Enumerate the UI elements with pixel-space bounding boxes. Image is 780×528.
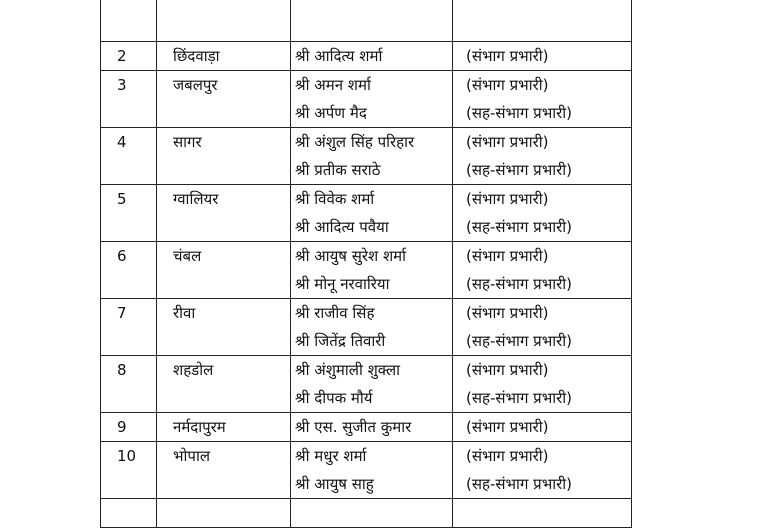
names-cell: [291, 128, 453, 185]
person-name: [295, 0, 452, 13]
serial-number-cell: 4: [101, 128, 157, 185]
roles-cell: [453, 0, 632, 42]
roles-cell: [453, 413, 632, 442]
role-label: (संभाग प्रभारी): [466, 190, 549, 208]
table-body: [101, 0, 632, 528]
person-name: [295, 499, 452, 527]
document-page: [100, 0, 631, 528]
role-label: (संभाग प्रभारी): [466, 418, 549, 436]
table-row: [101, 442, 632, 499]
roles-cell: [453, 71, 632, 128]
names-cell: [291, 442, 453, 499]
division-cell: चंबल: [157, 242, 291, 299]
roles-cell: [453, 499, 632, 528]
role-label: (सह-संभाग प्रभारी): [466, 218, 572, 236]
serial-number-cell: 6: [101, 242, 157, 299]
role-label: [466, 13, 631, 41]
person-name: श्री आयुष साहु: [295, 475, 374, 493]
person-name: श्री अर्पण मैद: [295, 104, 367, 122]
table-row: [101, 42, 632, 71]
division-cell: भोपाल: [157, 442, 291, 499]
role-label: (संभाग प्रभारी): [466, 133, 549, 151]
division-cell: छिंदवाड़ा: [157, 42, 291, 71]
person-name: श्री राजीव सिंह: [295, 304, 375, 322]
table-row: [101, 299, 632, 356]
serial-number-cell: 8: [101, 356, 157, 413]
person-name: [295, 13, 452, 41]
names-cell: [291, 242, 453, 299]
names-cell: [291, 499, 453, 528]
person-name: श्री दीपक मौर्य: [295, 389, 373, 407]
division-cell: ग्वालियर: [157, 185, 291, 242]
table-row: [101, 356, 632, 413]
table-row: [101, 71, 632, 128]
table-row: [101, 413, 632, 442]
role-label: (संभाग प्रभारी): [466, 361, 549, 379]
table-row: [101, 185, 632, 242]
role-label: [466, 499, 631, 527]
person-name: श्री जितेंद्र तिवारी: [295, 332, 386, 350]
names-cell: [291, 185, 453, 242]
names-cell: [291, 0, 453, 42]
names-cell: [291, 299, 453, 356]
role-label: (संभाग प्रभारी): [466, 247, 549, 265]
names-cell: [291, 413, 453, 442]
person-name: श्री अमन शर्मा: [295, 76, 371, 94]
role-label: (सह-संभाग प्रभारी): [466, 275, 572, 293]
roles-cell: [453, 42, 632, 71]
serial-number-cell: 9: [101, 413, 157, 442]
person-name: श्री आदित्य शर्मा: [295, 47, 383, 65]
role-label: (सह-संभाग प्रभारी): [466, 332, 572, 350]
assignment-table: [100, 0, 632, 528]
division-cell: जबलपुर: [157, 71, 291, 128]
serial-number-cell: 3: [101, 71, 157, 128]
division-cell: नर्मदापुरम: [157, 413, 291, 442]
person-name: श्री मोनू नरवारिया: [295, 275, 390, 293]
division-cell: [157, 0, 291, 42]
roles-cell: [453, 128, 632, 185]
person-name: श्री अंशुमाली शुक्ला: [295, 361, 401, 379]
serial-number-cell: [101, 499, 157, 528]
role-label: [466, 0, 631, 13]
role-label: (सह-संभाग प्रभारी): [466, 104, 572, 122]
roles-cell: [453, 242, 632, 299]
person-name: श्री अंशुल सिंह परिहार: [295, 133, 415, 151]
person-name: श्री आदित्य पवैया: [295, 218, 389, 236]
role-label: (संभाग प्रभारी): [466, 76, 549, 94]
serial-number-cell: 10: [101, 442, 157, 499]
serial-number-cell: [101, 0, 157, 42]
role-label: (संभाग प्रभारी): [466, 47, 549, 65]
division-cell: [157, 499, 291, 528]
table-row: [101, 499, 632, 528]
division-cell: सागर: [157, 128, 291, 185]
names-cell: [291, 71, 453, 128]
person-name: श्री प्रतीक सराठे: [295, 161, 381, 179]
division-cell: रीवा: [157, 299, 291, 356]
role-label: (सह-संभाग प्रभारी): [466, 475, 572, 493]
roles-cell: [453, 356, 632, 413]
person-name: श्री आयुष सुरेश शर्मा: [295, 247, 407, 265]
role-label: (सह-संभाग प्रभारी): [466, 161, 572, 179]
serial-number-cell: 5: [101, 185, 157, 242]
role-label: (संभाग प्रभारी): [466, 447, 549, 465]
serial-number-cell: 7: [101, 299, 157, 356]
person-name: श्री विवेक शर्मा: [295, 190, 375, 208]
table-row: [101, 242, 632, 299]
role-label: (सह-संभाग प्रभारी): [466, 389, 572, 407]
roles-cell: [453, 299, 632, 356]
role-label: (संभाग प्रभारी): [466, 304, 549, 322]
serial-number-cell: 2: [101, 42, 157, 71]
table-row: [101, 0, 632, 42]
roles-cell: [453, 442, 632, 499]
division-cell: शहडोल: [157, 356, 291, 413]
roles-cell: [453, 185, 632, 242]
names-cell: [291, 356, 453, 413]
person-name: श्री मधुर शर्मा: [295, 447, 367, 465]
table-row: [101, 128, 632, 185]
names-cell: [291, 42, 453, 71]
person-name: श्री एस. सुजीत कुमार: [295, 418, 412, 436]
